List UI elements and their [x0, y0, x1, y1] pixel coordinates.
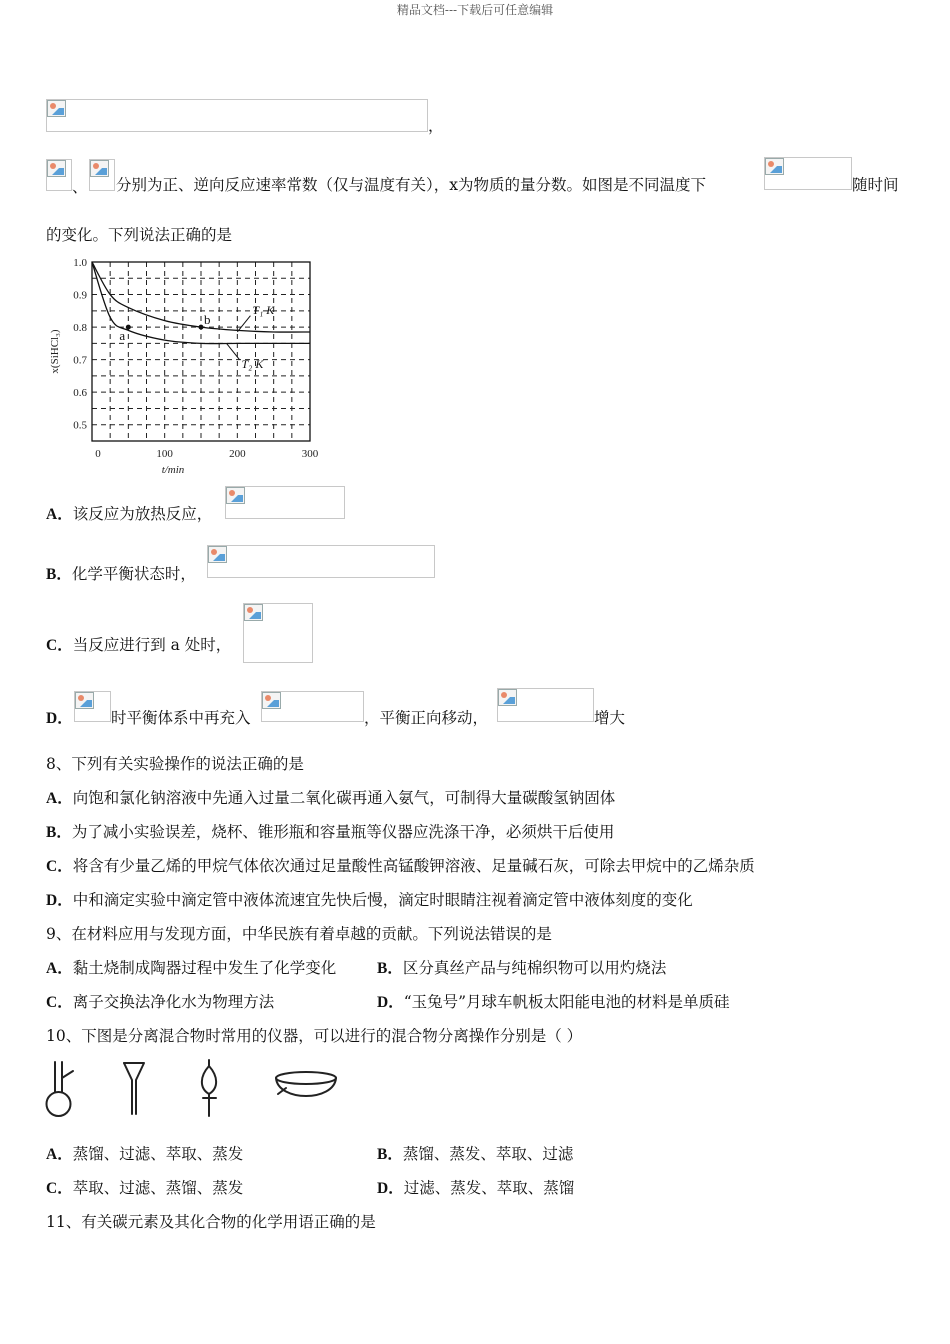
broken-image-k-reverse	[89, 159, 115, 191]
option-label: B．	[377, 960, 403, 977]
option-label: C．	[46, 994, 73, 1011]
option-text: 蒸馏、蒸发、萃取、过滤	[402, 1145, 574, 1163]
x-tick-label: 200	[229, 448, 246, 460]
distillation-flask-icon	[47, 1062, 74, 1116]
separatory-funnel-icon	[202, 1060, 216, 1116]
evaporating-dish-icon	[276, 1072, 336, 1096]
q8-option-b	[46, 820, 614, 842]
option-b	[46, 562, 196, 584]
y-tick-label: 1.0	[73, 257, 87, 269]
broken-image-x-sihcl3	[764, 157, 852, 190]
y-tick-label: 0.8	[73, 322, 87, 335]
option-text: 为了减小实验误差，烧杯、锥形瓶和容量瓶等仪器应洗涤干净，必须烘干后使用	[71, 823, 615, 841]
q7-stem-line3: 的变化。下列说法正确的是	[46, 226, 233, 244]
data-point-b	[199, 325, 204, 330]
option-label: D．	[46, 710, 73, 727]
q11-stem: 11、有关碳元素及其化合物的化学用语正确的是	[46, 1213, 376, 1231]
x-axis-label: t/min	[161, 464, 185, 476]
q7-stem-text: 分别为正、逆向反应速率常数（仅与温度有关），x为物质的量分数。如图是不同温度下	[116, 176, 706, 194]
option-d-text3: 增大	[594, 709, 626, 727]
data-point-a	[126, 325, 131, 330]
broken-image-icon	[262, 692, 281, 709]
q7-stem-tail: 随时间	[852, 176, 899, 194]
broken-image-option-b	[207, 545, 435, 578]
series-label-2: T₂ K	[241, 356, 264, 371]
y-axis-label: x(SiHCl₃)	[49, 329, 61, 374]
broken-image-option-a	[225, 486, 345, 519]
y-tick-label: 0.6	[73, 387, 87, 400]
q9-option-d	[377, 990, 730, 1012]
x-tick-label: 100	[156, 448, 173, 460]
option-label: B．	[377, 1146, 403, 1163]
q10-option-a	[46, 1142, 243, 1164]
q9-option-b	[377, 956, 666, 978]
text-comma: ，	[428, 117, 444, 135]
option-label: B．	[46, 824, 72, 841]
y-tick-label: 0.7	[73, 354, 87, 367]
option-label: A．	[46, 790, 73, 807]
broken-image-icon	[498, 689, 517, 706]
y-tick-label: 0.5	[73, 419, 87, 432]
option-text: 将含有少量乙烯的甲烷气体依次通过足量酸性高锰酸钾溶液、足量碱石灰，可除去甲烷中的乙烯杂质	[72, 857, 755, 875]
option-label: C．	[46, 1180, 73, 1197]
option-label: B．	[46, 566, 72, 583]
option-text: 中和滴定实验中滴定管中液体流速宜先快后慢，滴定时眼睛注视着滴定管中液体刻度的变化	[72, 891, 693, 909]
option-text: 黏土烧制成陶器过程中发生了化学变化	[72, 959, 337, 977]
option-label: C．	[46, 637, 73, 654]
option-label: D．	[377, 1180, 404, 1197]
q9-option-a	[46, 956, 336, 978]
option-label: A．	[46, 960, 73, 977]
option-label: A．	[46, 1146, 73, 1163]
point-label-b: b	[204, 312, 211, 328]
q8-option-c	[46, 854, 755, 876]
option-d-label	[46, 706, 73, 728]
q8-stem: 8、下列有关实验操作的说法正确的是	[46, 755, 304, 773]
q8-option-a	[46, 786, 615, 808]
option-c	[46, 633, 231, 655]
option-text: 当反应进行到 a 处时，	[72, 636, 232, 654]
option-text: “玉兔号”月球车帆板太阳能电池的材料是单质硅	[403, 993, 730, 1011]
option-label: C．	[46, 858, 73, 875]
option-d-text2: ，平衡正向移动，	[364, 709, 489, 727]
x-tick-label: 0	[95, 448, 101, 460]
option-text: 离子交换法净化水为物理方法	[72, 993, 275, 1011]
broken-image-icon	[226, 487, 245, 504]
broken-image-option-c	[243, 603, 313, 663]
broken-image-icon	[75, 692, 94, 709]
broken-image-icon	[765, 158, 784, 175]
broken-image-icon	[244, 604, 263, 621]
apparatus-figure	[40, 1058, 350, 1124]
option-label: A．	[46, 506, 73, 523]
plot-frame	[92, 262, 310, 441]
series-label-1: T₁ K	[252, 303, 275, 318]
q9-stem: 9、在材料应用与发现方面，中华民族有着卓越的贡献。下列说法错误的是	[46, 925, 552, 943]
chart	[46, 255, 336, 480]
broken-image-option-d-1	[74, 691, 111, 722]
option-text: 向饱和氯化钠溶液中先通入过量二氧化碳再通入氨气，可制得大量碳酸氢钠固体	[72, 789, 616, 807]
q9-option-c	[46, 990, 274, 1012]
funnel-icon	[124, 1063, 144, 1114]
broken-image-icon	[90, 160, 109, 177]
q10-option-c	[46, 1176, 243, 1198]
chart-svg	[46, 255, 336, 480]
point-label-a: a	[119, 328, 126, 344]
y-tick-label: 0.9	[73, 289, 87, 302]
option-d-text1: 时平衡体系中再充入	[111, 709, 251, 727]
option-text: 过滤、蒸发、萃取、蒸馏	[403, 1179, 575, 1197]
option-text: 该反应为放热反应，	[72, 505, 213, 523]
option-a	[46, 502, 212, 524]
broken-image-formula	[46, 99, 428, 132]
q10-stem: 10、下图是分离混合物时常用的仪器，可以进行的混合物分离操作分别是（ ）	[46, 1027, 583, 1045]
broken-image-option-d-3	[497, 688, 594, 722]
broken-image-icon	[47, 100, 66, 117]
broken-image-option-d-2	[261, 691, 364, 722]
option-label: D．	[46, 892, 73, 909]
q10-option-d	[377, 1176, 574, 1198]
series-leader-1	[237, 316, 250, 332]
x-tick-label: 300	[301, 448, 319, 460]
option-text: 化学平衡状态时，	[71, 565, 196, 583]
option-text: 区分真丝产品与纯棉织物可以用灼烧法	[402, 959, 667, 977]
option-text: 萃取、过滤、蒸馏、蒸发	[72, 1179, 244, 1197]
broken-image-k-forward	[46, 159, 72, 191]
text-separator: 、	[72, 178, 88, 196]
broken-image-icon	[47, 160, 66, 177]
option-label: D．	[377, 994, 404, 1011]
option-text: 蒸馏、过滤、萃取、蒸发	[72, 1145, 244, 1163]
broken-image-icon	[208, 546, 227, 563]
page-header: 精品文档---下载后可任意编辑	[396, 3, 554, 17]
q10-option-b	[377, 1142, 573, 1164]
q8-option-d	[46, 888, 693, 910]
